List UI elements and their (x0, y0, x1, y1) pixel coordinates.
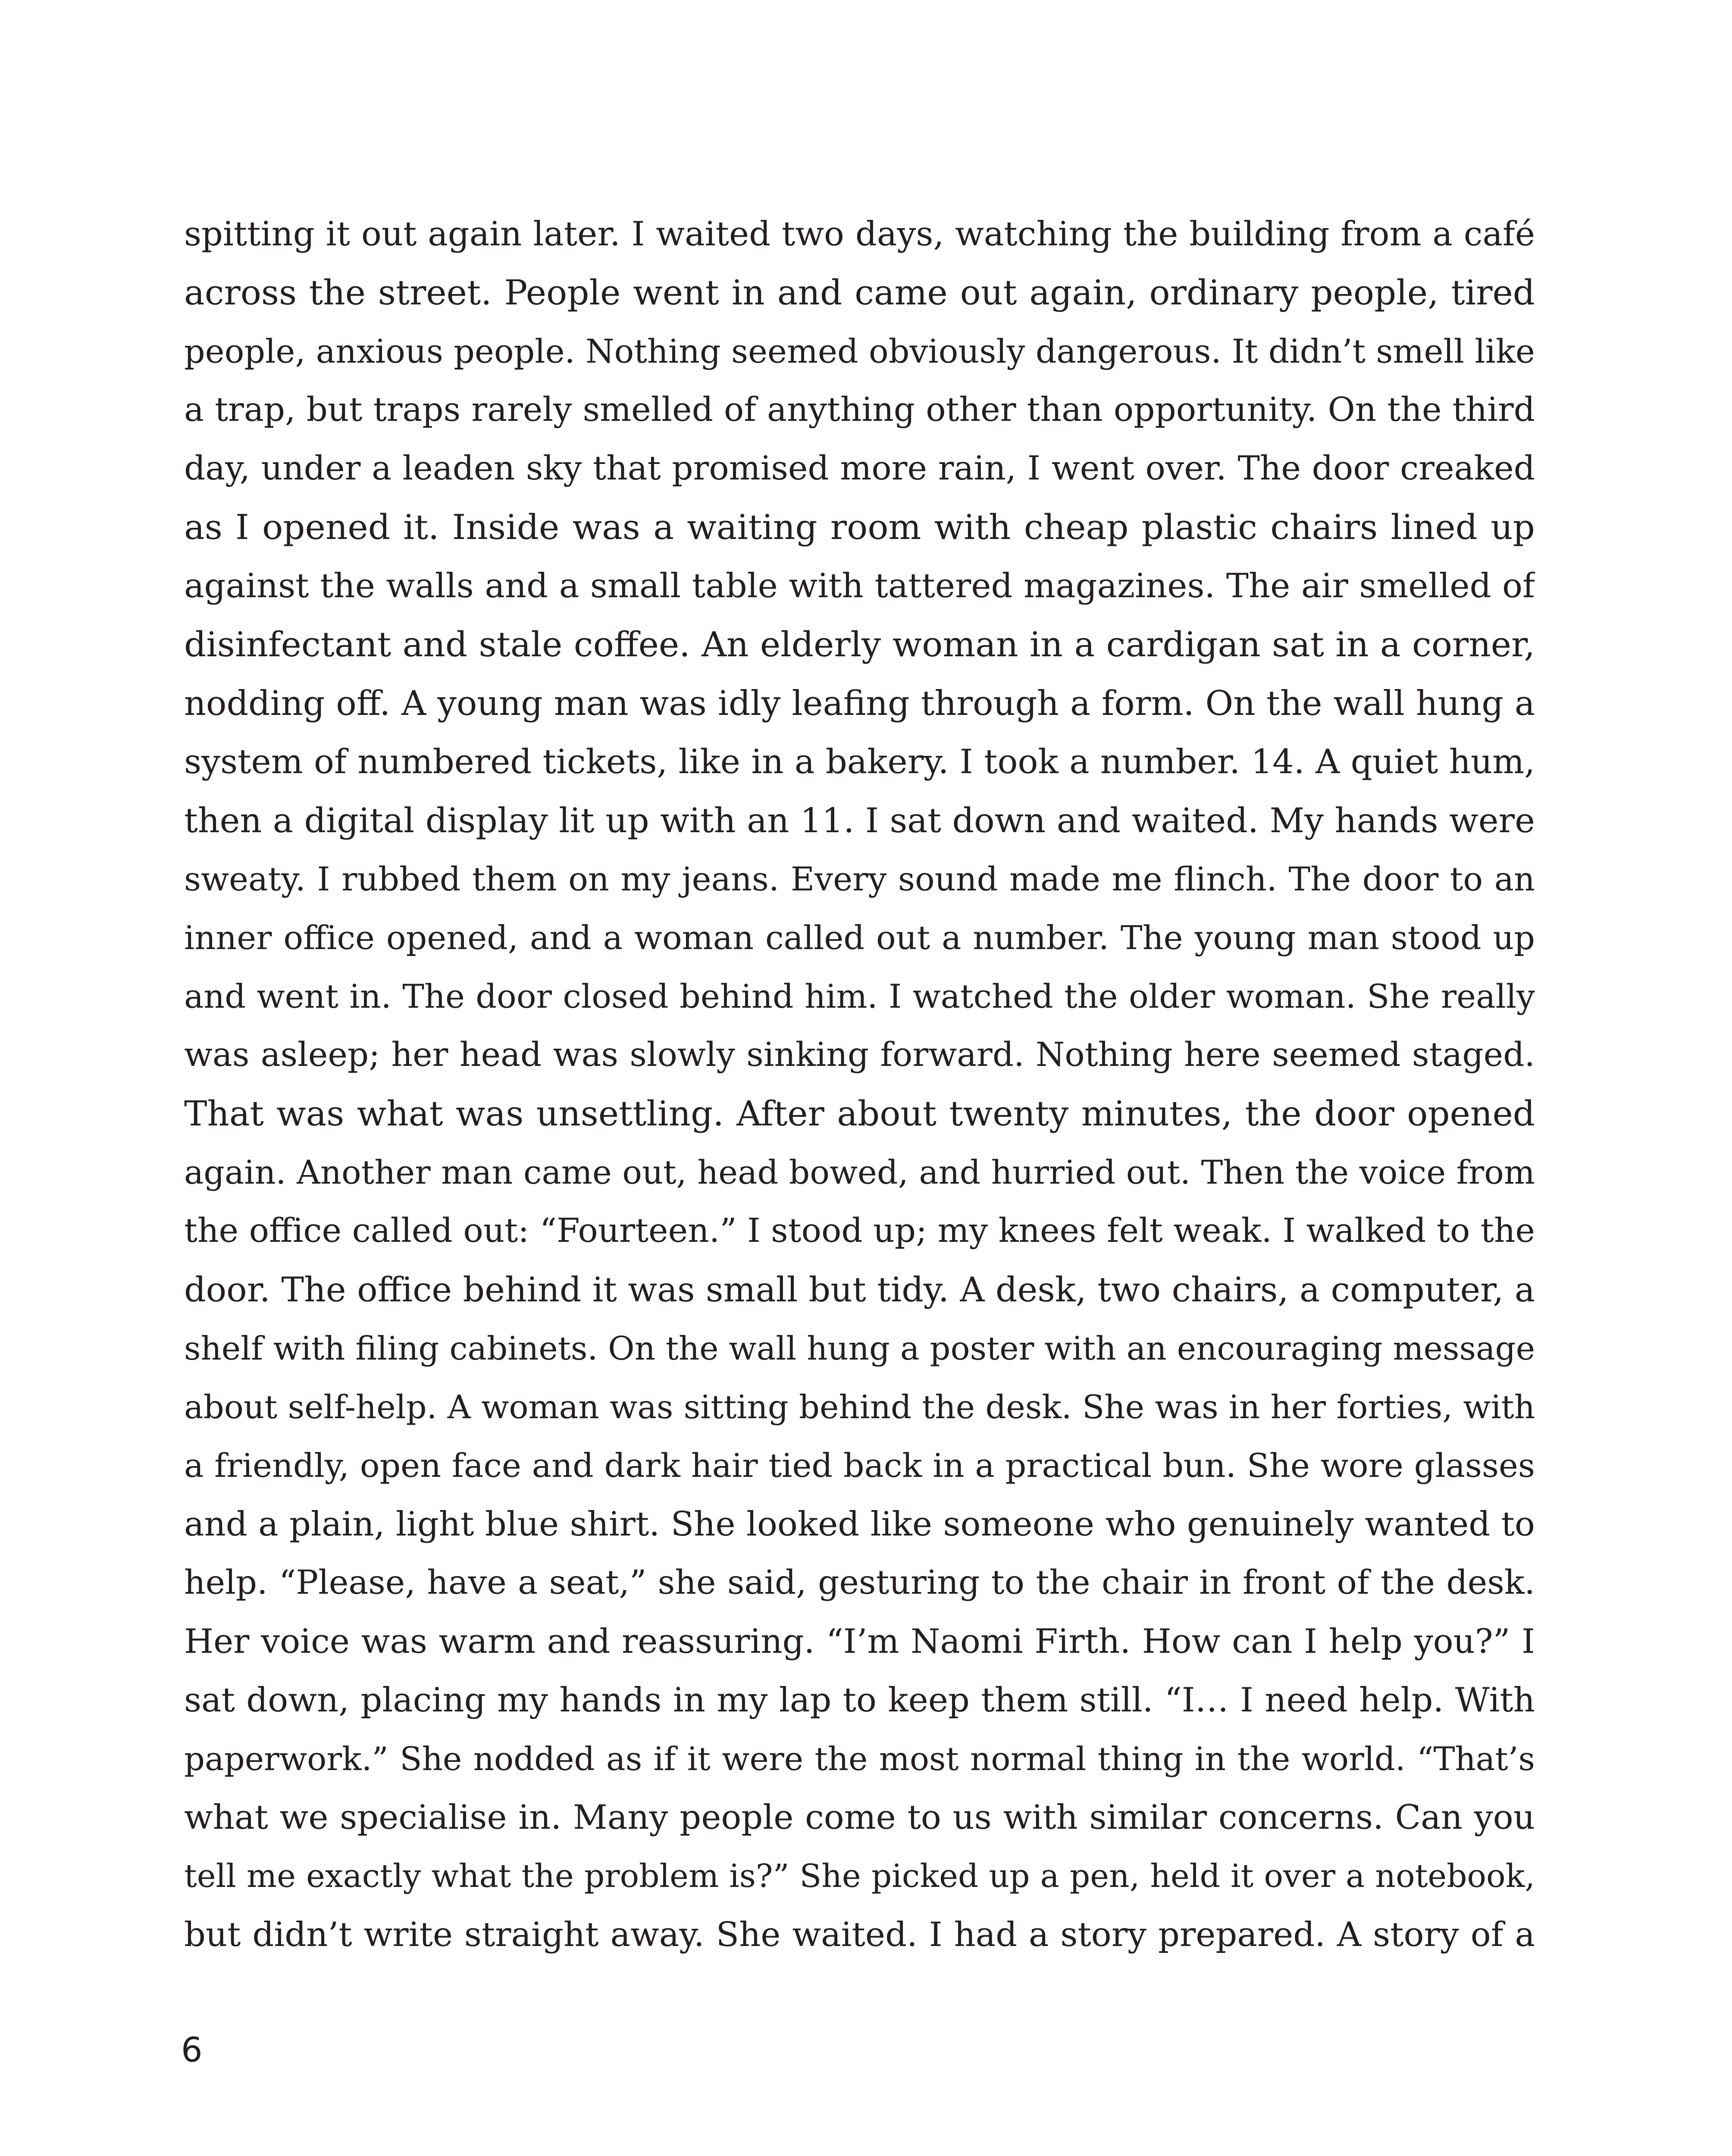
text-line: people, anxious people. Nothing seemed obviously dangerous. It didn’t smell like (184, 332, 1535, 370)
text-line: That was what was unsettling. After about twenty minutes, the door opened (184, 1094, 1535, 1134)
text-line: inner office opened, and a woman called out a number. The young man stood up (184, 918, 1535, 957)
text-line: Her voice was warm and reassuring. “I’m Naomi Firth. How can I help you?” I (184, 1622, 1535, 1661)
text-line: again. Another man came out, head bowed, and hurried out. Then the voice from (184, 1153, 1535, 1191)
text-line: and went in. The door closed behind him. I watched the older woman. She really (184, 977, 1535, 1015)
text-line: as I opened it. Inside was a waiting room with cheap plastic chairs lined up (184, 507, 1535, 547)
text-line: was asleep; her head was slowly sinking forward. Nothing here seemed staged. (184, 1036, 1535, 1074)
text-line: then a digital display lit up with an 11. I sat down and waited. My hands were (184, 801, 1535, 840)
text-line: the office called out: “Fourteen.” I stood up; my knees felt weak. I walked to the (184, 1212, 1535, 1250)
text-line: paperwork.” She nodded as if it were the most normal thing in the world. “That’s (184, 1740, 1535, 1778)
text-line: what we specialise in. Many people come to us with similar concerns. Can you (184, 1798, 1535, 1837)
text-line: and a plain, light blue shirt. She looked like someone who genuinely wanted to (184, 1505, 1535, 1544)
page-number: 6 (181, 2031, 203, 2070)
text-line: spitting it out again later. I waited two days, watching the building from a café (184, 215, 1535, 254)
text-line: a friendly, open face and dark hair tied back in a practical bun. She wore glasses (184, 1446, 1535, 1485)
text-line: against the walls and a small table with tattered magazines. The air smelled of (184, 567, 1535, 605)
text-line: across the street. People went in and came out again, ordinary people, tired (184, 273, 1535, 313)
text-line: disinfectant and stale coffee. An elderly woman in a cardigan sat in a corner, (184, 624, 1535, 664)
text-line: system of numbered tickets, like in a bakery. I took a number. 14. A quiet hum, (184, 743, 1535, 781)
text-line: nodding off. A young man was idly leafing through a form. On the wall hung a (184, 683, 1535, 723)
text-line: sat down, placing my hands in my lap to keep them still. “I… I need help. With (184, 1681, 1535, 1720)
text-line: day, under a leaden sky that promised more rain, I went over. The door creaked (184, 449, 1535, 488)
text-line: shelf with filing cabinets. On the wall hung a poster with an encouraging message (184, 1329, 1535, 1367)
text-line: sweaty. I rubbed them on my jeans. Every sound made me flinch. The door to an (184, 860, 1535, 898)
text-line: but didn’t write straight away. She waited. I had a story prepared. A story of a (184, 1915, 1535, 1954)
text-line: door. The office behind it was small but tidy. A desk, two chairs, a computer, a (184, 1270, 1535, 1310)
text-line: a trap, but traps rarely smelled of anything other than opportunity. On the third (184, 391, 1535, 429)
body-text (184, 205, 1535, 1964)
text-line: help. “Please, have a seat,” she said, gesturing to the chair in front of the desk. (184, 1564, 1535, 1602)
text-line: tell me exactly what the problem is?” She picked up a pen, held it over a notebook, (184, 1858, 1535, 1895)
text-line: about self-help. A woman was sitting behind the desk. She was in her forties, with (184, 1388, 1535, 1426)
